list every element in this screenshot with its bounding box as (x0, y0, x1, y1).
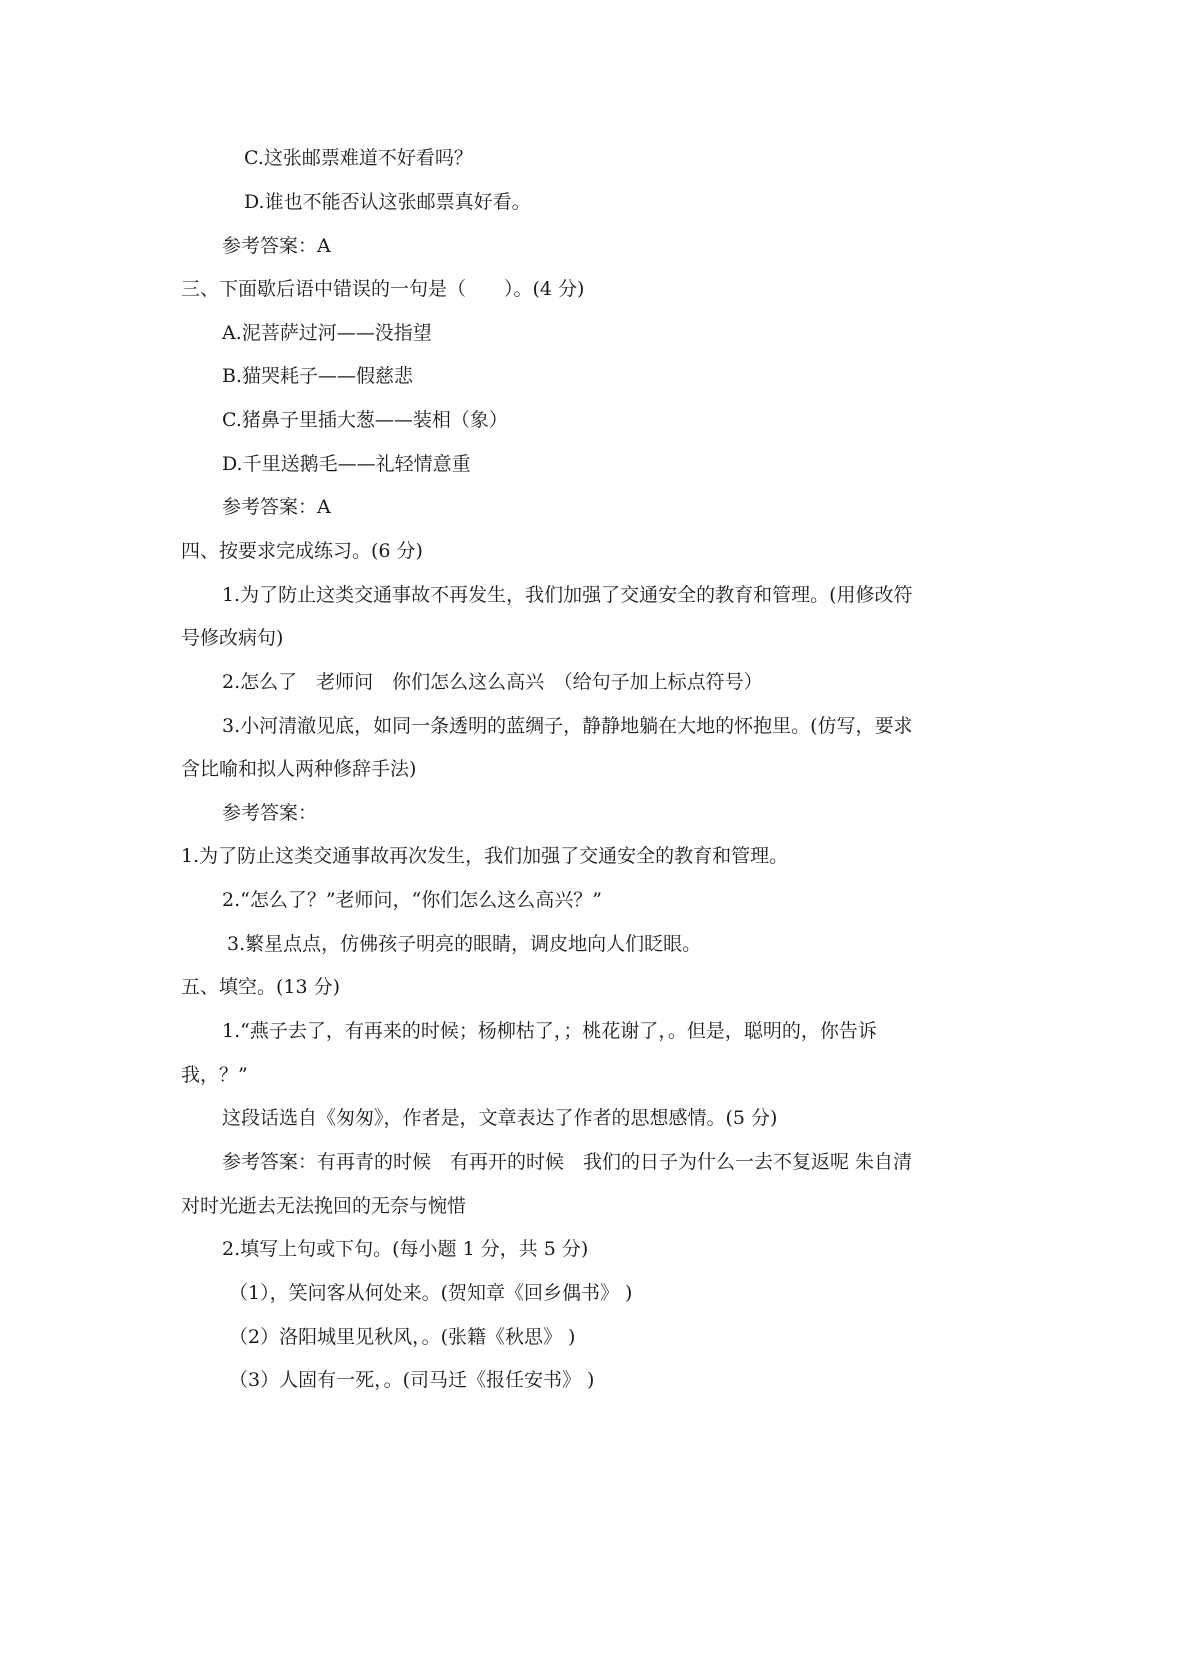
answer-line: 参考答案：A (222, 496, 331, 518)
fill-2-heading: 2.填写上句或下句。(每小题 1 分，共 5 分) (222, 1238, 589, 1260)
section-5-heading: 五、填空。(13 分) (181, 976, 341, 998)
fill-2-item-1: （1），笑问客从何处来。(贺知章《回乡偶书》 ) (229, 1282, 633, 1304)
option-b-line: B.猫哭耗子——假慈悲 (222, 365, 414, 387)
answer-line: 参考答案：A (222, 235, 331, 257)
answer-heading: 参考答案： (222, 802, 318, 824)
fill-1-line: 1.“燕子去了，有再来的时候；杨柳枯了，；桃花谢了，。但是，聪明的，你告诉 (222, 1020, 877, 1042)
answer-1-line: 1.为了防止这类交通事故再次发生，我们加强了交通安全的教育和管理。 (181, 845, 789, 867)
exercise-1-line: 1.为了防止这类交通事故不再发生，我们加强了交通安全的教育和管理。(用修改符 (222, 584, 913, 606)
option-a-line: A.泥菩萨过河——没指望 (222, 322, 432, 344)
exercise-3-line: 3.小河清澈见底，如同一条透明的蓝绸子，静静地躺在大地的怀抱里。(仿写，要求 (222, 715, 913, 737)
section-3-heading: 三、下面歇后语中错误的一句是（ ）。(4 分) (181, 278, 585, 300)
option-c-line: C.这张邮票难道不好看吗？ (244, 147, 473, 169)
option-d-line: D.谁也不能否认这张邮票真好看。 (244, 191, 531, 213)
exercise-2-line: 2.怎么了 老师问 你们怎么这么高兴 （给句子加上标点符号） (222, 671, 763, 693)
fill-2-item-3: （3）人固有一死，。(司马迁《报任安书》 ) (229, 1369, 595, 1391)
fill-1-continuation: 我，？” (181, 1064, 248, 1086)
option-d-line: D.千里送鹅毛——礼轻情意重 (222, 453, 471, 475)
fill-1-answer-continuation: 对时光逝去无法挽回的无奈与惋惜 (181, 1195, 467, 1217)
fill-2-item-2: （2）洛阳城里见秋风，。(张籍《秋思》 ) (229, 1326, 576, 1348)
option-c-line: C.猪鼻子里插大葱——装相（象） (222, 409, 508, 431)
fill-1-question: 这段话选自《匆匆》，作者是，文章表达了作者的思想感情。(5 分) (222, 1107, 778, 1129)
exercise-1-continuation: 号修改病句) (181, 627, 284, 649)
exercise-3-continuation: 含比喻和拟人两种修辞手法) (181, 758, 417, 780)
answer-2-line: 2.“怎么了？”老师问，“你们怎么这么高兴？” (222, 889, 602, 911)
answer-3-line: 3.繁星点点，仿佛孩子明亮的眼睛，调皮地向人们眨眼。 (227, 933, 702, 955)
section-4-heading: 四、按要求完成练习。(6 分) (181, 540, 423, 562)
fill-1-answer: 参考答案：有再青的时候 有再开的时候 我们的日子为什么一去不复返呢 朱自清 (222, 1151, 913, 1173)
